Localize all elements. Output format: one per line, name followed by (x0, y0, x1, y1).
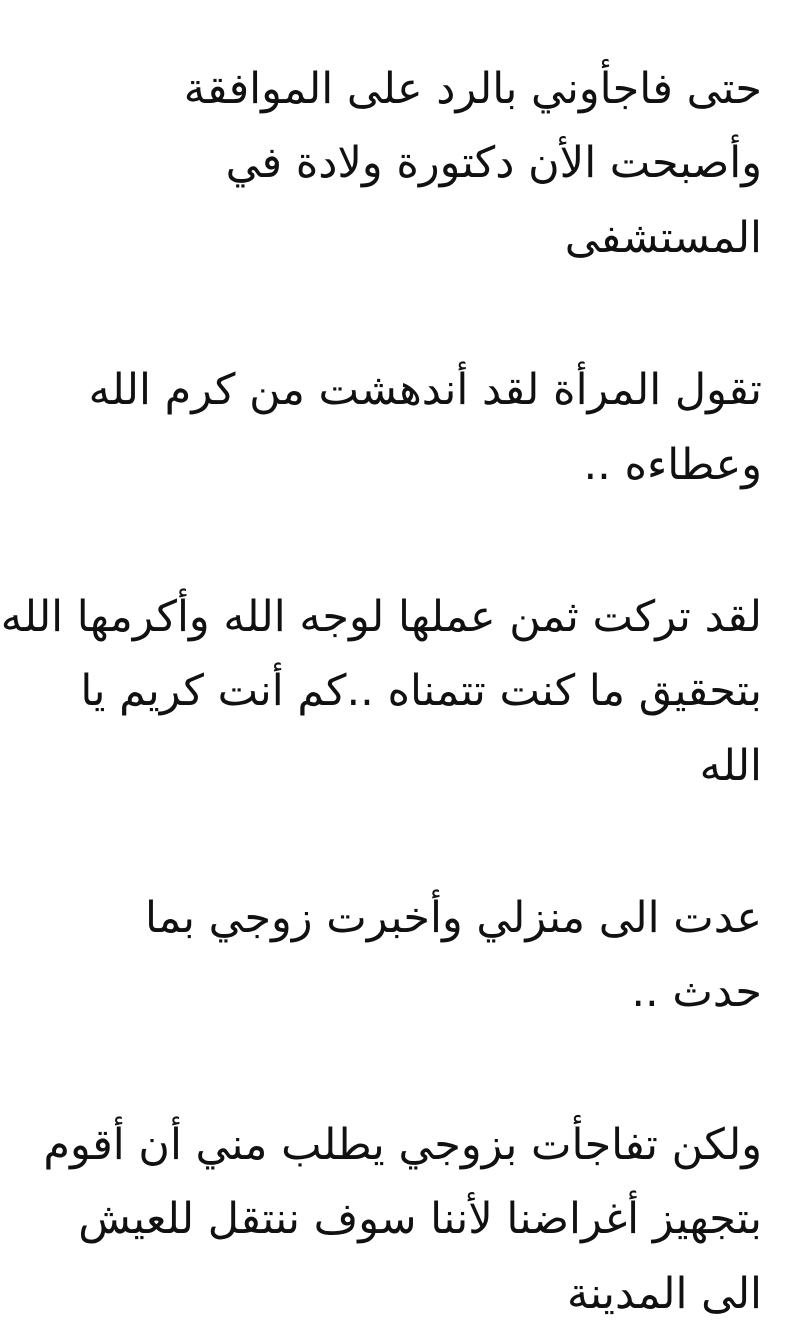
paragraph-1-line-3: المستشفى (564, 212, 762, 263)
paragraph-4 (28, 881, 762, 1030)
paragraph-4-line-2: حدث .. (631, 967, 762, 1018)
paragraph-3-line-3: الله (699, 740, 762, 791)
paragraph-3-line-1: لقد تركت ثمن عملها لوجه الله وأكرمها الله (0, 591, 762, 642)
paragraph-5 (28, 1108, 762, 1331)
paragraph-2 (28, 353, 762, 502)
paragraph-4-line-1: عدت الى منزلي وأخبرت زوجي بما (145, 893, 762, 943)
paragraph-5-line-3: الى المدينة (566, 1268, 762, 1319)
paragraph-2-line-1: تقول المرأة لقد أندهشت من كرم الله (88, 365, 762, 416)
paragraph-1-line-1: حتى فاجأوني بالرد على الموافقة (183, 64, 762, 114)
paragraph-1 (28, 52, 762, 275)
paragraph-2-line-2: وعطاءه .. (583, 439, 762, 490)
paragraph-3-line-2: بتحقيق ما كنت تتمناه ..كم أنت كريم يا (80, 666, 762, 717)
paragraph-3 (0, 580, 762, 803)
paragraph-5-line-2: بتجهيز أغراضنا لأننا سوف ننتقل للعيش (78, 1194, 762, 1245)
paragraph-5-line-1: ولكن تفاجأت بزوجي يطلب مني أن أقوم (43, 1119, 762, 1170)
paragraph-1-line-2: وأصبحت الأن دكتورة ولادة في (225, 138, 762, 189)
